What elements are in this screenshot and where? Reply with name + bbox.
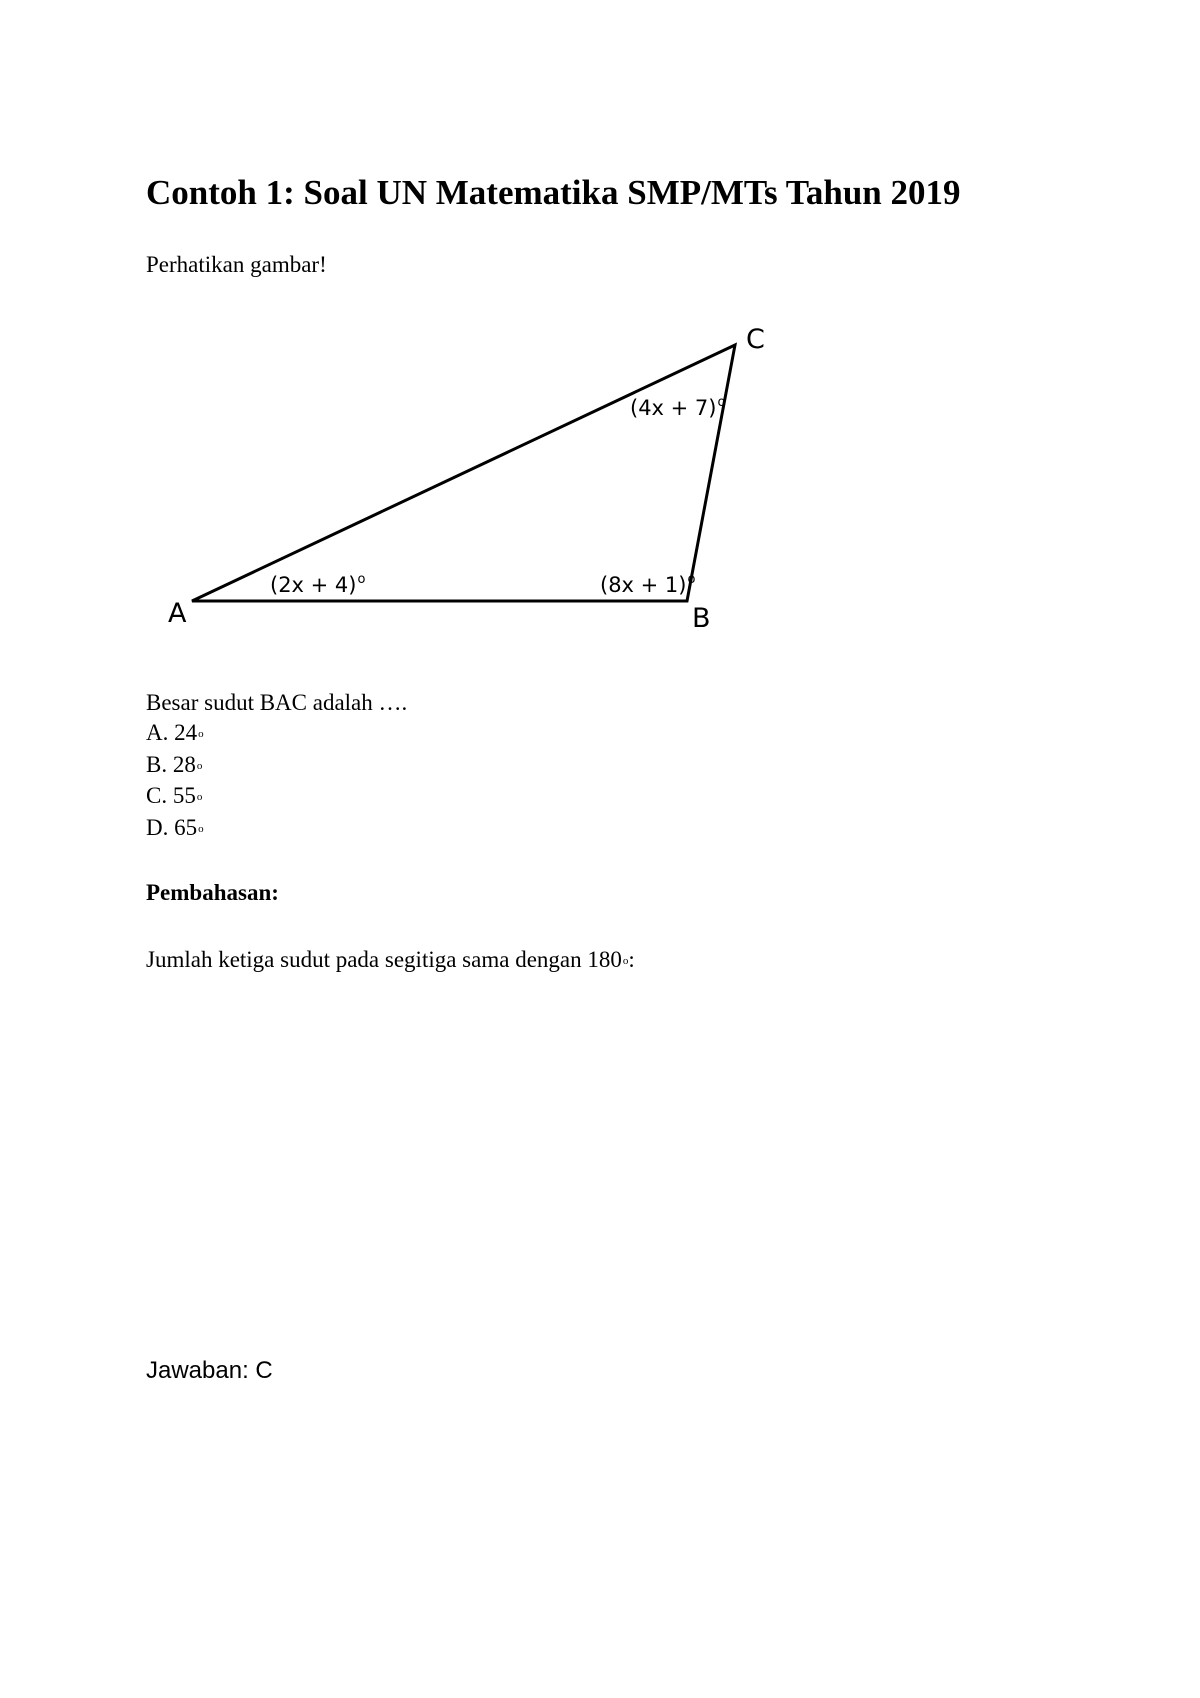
answer-text: Jawaban: C (146, 1357, 273, 1384)
option-d-label: D. 65 (146, 814, 198, 840)
option-c (146, 781, 204, 813)
question-text: Besar sudut BAC adalah …. (146, 690, 408, 715)
degree-symbol: o (196, 791, 203, 803)
option-a-label: A. 24 (146, 720, 198, 745)
degree-symbol: o (196, 759, 203, 772)
triangle-abc (192, 345, 735, 601)
option-b (146, 750, 204, 782)
angle-label-b (600, 572, 695, 597)
angle-expression-a: (2x + 4) (270, 573, 357, 597)
sum-statement-end: : (628, 947, 635, 972)
answer-options (146, 718, 204, 844)
degree-symbol: o (198, 822, 204, 835)
page-title: Contoh 1: Soal UN Matematika SMP/MTs Tahun 2019 (146, 173, 961, 212)
sum-statement (146, 945, 635, 976)
angle-degree-a: o (357, 572, 366, 587)
discussion-heading: Pembahasan: (146, 880, 279, 905)
angle-expression-b: (8x + 1) (600, 573, 687, 597)
vertex-label-b: B (692, 603, 711, 634)
degree-symbol: o (198, 728, 204, 740)
angle-degree-c: o (717, 395, 726, 410)
triangle-figure (160, 318, 780, 638)
vertex-label-a: A (168, 598, 187, 629)
option-d (146, 813, 204, 845)
angle-label-a (270, 572, 365, 597)
degree-symbol: o (622, 955, 629, 967)
angle-label-c (630, 395, 725, 420)
sum-statement-text: Jumlah ketiga sudut pada segitiga sama dengan 180 (146, 947, 622, 972)
option-c-label: C. 55 (146, 783, 196, 808)
intro-text: Perhatikan gambar! (146, 252, 327, 277)
vertex-label-c: C (746, 324, 765, 355)
option-b-label: B. 28 (146, 751, 196, 777)
angle-degree-b: o (687, 572, 696, 587)
angle-expression-c: (4x + 7) (630, 396, 717, 420)
option-a (146, 718, 204, 750)
